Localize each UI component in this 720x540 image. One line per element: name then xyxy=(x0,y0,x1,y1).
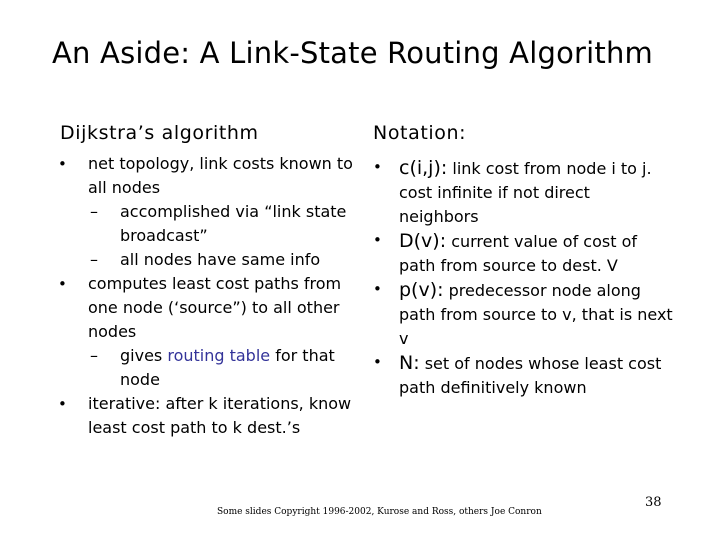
notation-term: D(v): xyxy=(399,230,447,252)
notation-description: predecessor node along path from source to v, that is next v xyxy=(399,281,673,348)
dash-icon: – xyxy=(90,346,98,365)
sub-bullet-suffix: for that node xyxy=(120,346,335,389)
sub-bullet-item xyxy=(58,344,358,392)
notation-term: N: xyxy=(399,352,420,374)
bullet-icon: • xyxy=(58,275,67,293)
routing-table-highlight: routing table xyxy=(167,346,271,365)
left-column-heading: Dijkstra’s algorithm xyxy=(60,122,259,144)
bullet-icon: • xyxy=(373,353,382,371)
bullet-icon: • xyxy=(373,280,382,298)
bullet-item-topology xyxy=(58,152,358,200)
sub-bullet-text: accomplished via “link state broadcast” xyxy=(120,202,347,245)
dash-icon: – xyxy=(90,250,98,269)
notation-item-dv xyxy=(373,229,673,278)
copyright-footer: Some slides Copyright 1996-2002, Kurose and Ross, others Joe Conron xyxy=(217,507,542,517)
notation-description: link cost from node i to j. cost infinite if not direct neighbors xyxy=(399,159,652,226)
bullet-text: net topology, link costs known to all nodes xyxy=(88,154,353,197)
dash-icon: – xyxy=(90,202,98,221)
bullet-item-least-cost xyxy=(58,272,358,344)
notation-item-n xyxy=(373,351,673,400)
bullet-item-iterative xyxy=(58,392,358,440)
bullet-icon: • xyxy=(58,155,67,173)
sub-bullet-prefix: gives xyxy=(120,346,168,365)
bullet-text: computes least cost paths from one node (‘source”) to all other nodes xyxy=(88,274,342,341)
sub-bullet-text: all nodes have same info xyxy=(120,250,321,269)
notation-term: c(i,j): xyxy=(399,157,448,179)
notation-term: p(v): xyxy=(399,279,444,301)
sub-bullet-item xyxy=(58,248,358,272)
bullet-text: iterative: after k iterations, know least cost path to k dest.’s xyxy=(88,394,352,437)
right-column-heading: Notation: xyxy=(373,122,467,144)
bullet-icon: • xyxy=(373,158,382,176)
sub-bullet-item xyxy=(58,200,358,248)
slide-title: An Aside: A Link-State Routing Algorithm xyxy=(52,36,653,70)
notation-item-cij xyxy=(373,156,673,229)
notation-description: current value of cost of path from source to dest. V xyxy=(399,232,637,275)
notation-list xyxy=(373,156,673,400)
notation-item-pv xyxy=(373,278,673,351)
page-number: 38 xyxy=(645,495,662,510)
left-bullet-list xyxy=(58,152,358,440)
bullet-icon: • xyxy=(373,231,382,249)
bullet-icon: • xyxy=(58,395,67,413)
notation-description: set of nodes whose least cost path definitively known xyxy=(399,354,662,397)
